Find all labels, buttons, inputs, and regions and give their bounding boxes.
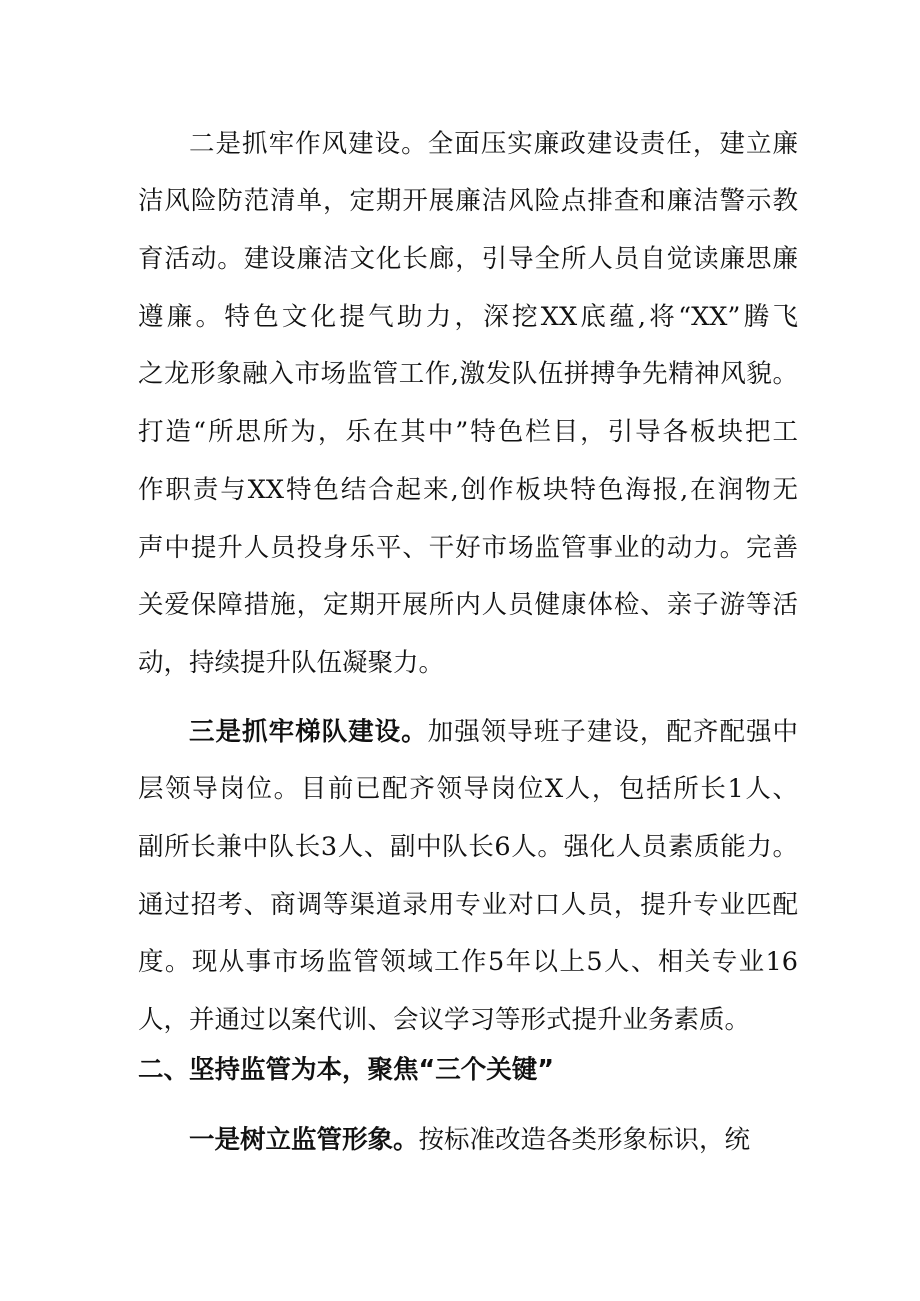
paragraph-3-lead: 一是树立监管形象。 xyxy=(189,1125,419,1155)
paragraph-2-line-6: 人，并通过以案代训、会议学习等形式提升业务素质。 xyxy=(138,1005,751,1035)
paragraph-1-line-6: 打造“所思所为，乐在其中”特色栏目，引导各板块把工 xyxy=(138,417,798,447)
paragraph-1-line-4: 遵廉。特色文化提气助力，深挖XX底蕴,将“XX”腾飞 xyxy=(138,302,798,332)
paragraph-2-line-5: 度。现从事市场监管领域工作5年以上5人、相关专业16 xyxy=(138,947,798,977)
paragraph-1-line-2: 洁风险防范清单，定期开展廉洁风险点排查和廉洁警示教 xyxy=(138,186,798,216)
paragraph-1-line-8: 声中提升人员投身乐平、干好市场监管事业的动力。完善 xyxy=(138,533,798,563)
section-heading: 二、坚持监管为本，聚焦“三个关键” xyxy=(138,1055,555,1085)
paragraph-1-line-3: 育活动。建设廉洁文化长廊，引导全所人员自觉读廉思廉 xyxy=(138,244,798,274)
paragraph-1-line-10: 动，持续提升队伍凝聚力。 xyxy=(138,648,445,678)
paragraph-1-line-7: 作职责与XX特色结合起来,创作板块特色海报,在润物无 xyxy=(138,475,798,505)
paragraph-2-lead: 三是抓牢梯队建设。 xyxy=(189,717,428,747)
paragraph-2-line-2: 层领导岗位。目前已配齐领导岗位X人，包括所长1人、 xyxy=(138,774,798,804)
paragraph-3-line-1 xyxy=(189,1120,798,1160)
paragraph-1-line-1: 二是抓牢作风建设。全面压实廉政建设责任，建立廉 xyxy=(189,129,798,159)
paragraph-2-line-1-text: 加强领导班子建设，配齐配强中 xyxy=(427,717,798,747)
paragraph-2-line-4: 通过招考、商调等渠道录用专业对口人员，提升专业匹配 xyxy=(138,890,798,920)
paragraph-2-line-1 xyxy=(189,712,798,752)
paragraph-1-line-5: 之龙形象融入市场监管工作,激发队伍拼搏争先精神风貌。 xyxy=(138,359,798,389)
paragraph-2-line-3: 副所长兼中队长3人、副中队长6人。强化人员素质能力。 xyxy=(138,832,798,862)
paragraph-3-line-1-text: 按标准改造各类形象标识，统 xyxy=(418,1125,751,1155)
paragraph-1-line-9: 关爱保障措施，定期开展所内人员健康体检、亲子游等活 xyxy=(138,590,798,620)
